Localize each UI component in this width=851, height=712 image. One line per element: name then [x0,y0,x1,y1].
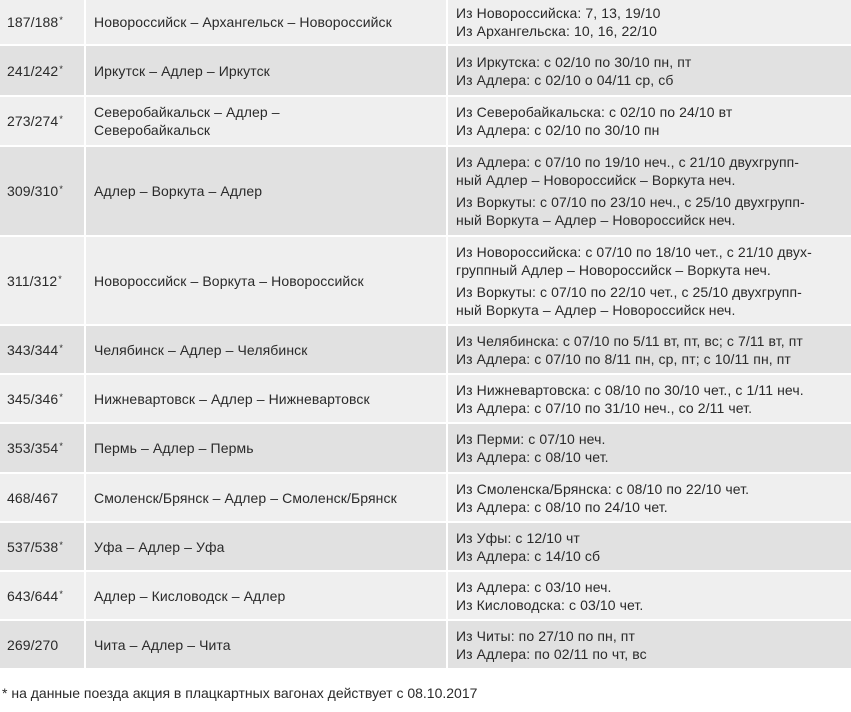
schedule-line: Из Адлера: с 07/10 по 8/11 пн, ср, пт; с 10/11 пн, пт [456,350,791,367]
route-cell [86,46,448,97]
schedule-line: Из Нижневартовска: с 08/10 по 30/10 чет., с 1/11 неч. [456,381,804,398]
route-cell [86,621,448,670]
schedule-line: Из Новороссийска: с 07/10 по 18/10 чет., с 21/10 двух- [456,243,812,260]
train-number-cell [0,474,86,523]
train-number: 345/346 [7,390,59,407]
schedule-cell [448,326,851,375]
route-cell [86,326,448,375]
train-number: 343/344 [7,341,59,358]
route-text: Новороссийск – Архангельск – Новороссийск [94,14,392,30]
schedule-line: Из Адлера: с 07/10 по 19/10 неч., с 21/10 двухгрупп- [456,154,800,170]
train-number-cell [0,237,86,326]
train-number: 537/538 [7,538,59,555]
schedule-line: Из Архангельска: 10, 16, 22/10 [456,23,658,39]
route-cell [86,375,448,424]
footnote-marker: * [59,114,63,124]
train-number-cell [0,147,86,237]
route-cell [86,572,448,621]
schedule-line: Из Адлера: с 14/10 сб [456,547,601,564]
schedule-cell [448,237,851,326]
schedule-line: группный Адлер – Новороссийск – Воркута неч. [456,261,771,278]
route-text: Новороссийск – Воркута – Новороссийск [94,272,364,289]
route-text: Адлер – Кисловодск – Адлер [94,587,286,604]
train-number-cell [0,572,86,621]
route-text: Чита – Адлер – Чита [94,636,231,653]
train-number: 273/274 [7,113,59,129]
schedule-line: Из Челябинска: с 07/10 по 5/11 вт, пт, вс; с 7/11 вт, пт [456,332,803,349]
table-row [0,375,851,424]
schedule-cell [448,97,851,147]
route-cell [86,97,448,147]
schedule-line: Из Адлера: с 08/10 по 24/10 чет. [456,498,668,515]
schedule-line: Из Новороссийска: 7, 13, 19/10 [456,5,661,21]
schedule-cell [448,0,851,46]
schedule-cell [448,424,851,474]
train-number: 241/242 [7,62,59,79]
train-number: 187/188 [7,14,59,30]
schedule-line: Из Уфы: с 12/10 чт [456,529,580,546]
table-row [0,424,851,474]
schedule-line: Из Адлера: с 02/10 о 04/11 ср, сб [456,71,674,88]
footnote: * на данные поезда акция в плацкартных вагонах действует с 08.10.2017 [2,685,478,701]
route-text: Смоленск/Брянск – Адлер – Смоленск/Брянск [94,489,397,506]
route-cell [86,237,448,326]
train-number-cell [0,621,86,670]
route-cell [86,474,448,523]
route-cell [86,147,448,237]
train-number-cell [0,46,86,97]
footnote-marker: * [58,273,62,284]
train-number-cell [0,424,86,474]
footnote-marker: * [59,63,63,74]
train-number: 311/312 [7,272,58,289]
schedule-cell [448,621,851,670]
schedule-line: Из Кисловодска: с 03/10 чет. [456,596,644,613]
table-row [0,572,851,621]
table-row [0,621,851,670]
footnote-marker: * [59,391,63,402]
schedule-line: Из Адлера: с 07/10 по 31/10 неч., со 2/11 чет. [456,399,753,416]
schedule-cell [448,375,851,424]
table-row [0,147,851,237]
route-text: Северобайкальск [94,122,211,138]
table-row [0,326,851,375]
schedule-line: Из Адлера: по 02/11 по чт, вс [456,645,647,662]
schedule-line: Из Перми: с 07/10 неч. [456,431,606,447]
table-row [0,97,851,147]
train-number: 269/270 [7,636,59,653]
schedule-line: ный Воркута – Адлер – Новороссийск неч. [456,301,736,318]
schedule-line: Из Иркутска: с 02/10 по 30/10 пн, пт [456,53,692,70]
footnote-marker: * [59,588,63,599]
train-number: 468/467 [7,489,59,506]
schedule-line: Из Читы: по 27/10 по пн, пт [456,627,635,644]
route-text: Нижневартовск – Адлер – Нижневартовск [94,390,370,407]
train-number-cell [0,375,86,424]
train-number: 643/644 [7,587,59,604]
train-number-cell [0,97,86,147]
schedule-line: Из Воркуты: с 07/10 по 22/10 чет., с 25/10 двухгрупп- [456,283,802,300]
schedule-line: Из Адлера: с 03/10 неч. [456,578,612,595]
schedule-line: Из Смоленска/Брянска: с 08/10 по 22/10 чет. [456,480,750,497]
footnote-marker: * [59,342,63,353]
schedule-line: ный Адлер – Новороссийск – Воркута неч. [456,172,736,188]
route-cell [86,424,448,474]
schedule-line: Из Северобайкальска: с 02/10 по 24/10 вт [456,104,733,120]
train-number-cell [0,326,86,375]
table-row [0,0,851,46]
route-text: Пермь – Адлер – Пермь [94,440,254,456]
schedule-cell [448,572,851,621]
footnote-marker: * [59,184,63,194]
footnote-marker: * [59,539,63,550]
table-row [0,474,851,523]
schedule-cell [448,523,851,572]
schedule-cell [448,46,851,97]
table-row [0,523,851,572]
schedule-line: Из Адлера: с 02/10 по 30/10 пн [456,122,660,138]
route-text: Иркутск – Адлер – Иркутск [94,62,270,79]
table-row [0,237,851,326]
schedule-cell [448,474,851,523]
schedule-cell [448,147,851,237]
schedule-line: Из Адлера: с 08/10 чет. [456,449,609,465]
route-cell [86,523,448,572]
footnote-marker: * [59,441,63,451]
train-number-cell [0,523,86,572]
route-text: Челябинск – Адлер – Челябинск [94,341,308,358]
route-text: Адлер – Воркута – Адлер [94,183,263,199]
schedule-line: Из Воркуты: с 07/10 по 23/10 неч., с 25/10 двухгрупп- [456,194,805,210]
route-text: Уфа – Адлер – Уфа [94,538,225,555]
footnote-marker: * [59,15,63,25]
train-number-cell [0,0,86,46]
train-number: 309/310 [7,183,59,199]
route-cell [86,0,448,46]
table-row [0,46,851,97]
route-text: Северобайкальск – Адлер – [94,104,280,120]
schedule-line: ный Воркута – Адлер – Новороссийск неч. [456,212,736,228]
train-number: 353/354 [7,440,59,456]
